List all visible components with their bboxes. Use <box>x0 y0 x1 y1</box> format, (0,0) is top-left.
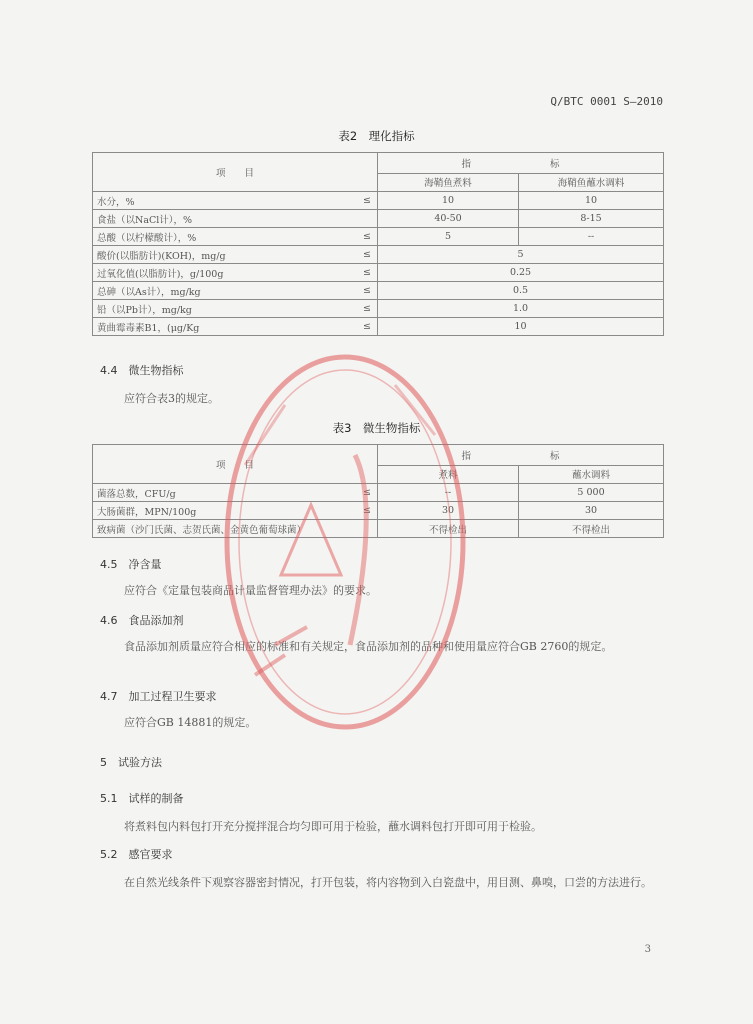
table2 <box>92 152 664 336</box>
table-cell: 5 000 <box>519 484 664 502</box>
section-heading-5: 5 试验方法 <box>100 756 162 769</box>
table-cell: 30 <box>378 502 519 520</box>
table3-head-index: 指 标 <box>378 445 664 466</box>
table-cell: -- <box>519 228 664 246</box>
table-row <box>93 282 664 300</box>
section-text-4-5: 应符合《定量包装商品计量监督管理办法》的要求。 <box>124 584 377 597</box>
table-cell: 30 <box>519 502 664 520</box>
table-row <box>93 246 664 264</box>
table2-head-item: 项 目 <box>93 153 378 192</box>
table-cell <box>348 210 378 228</box>
table-cell: 0.25 <box>378 264 664 282</box>
table-cell: ≤ <box>348 300 378 318</box>
table-row <box>93 445 664 466</box>
table-cell: 不得检出 <box>378 520 519 538</box>
table-row <box>93 318 664 336</box>
table-row <box>93 210 664 228</box>
table-cell: 0.5 <box>378 282 664 300</box>
table-cell: -- <box>378 484 519 502</box>
section-text-4-7: 应符合GB 14881的规定。 <box>124 716 257 729</box>
table3-caption: 表3 微生物指标 <box>332 421 421 435</box>
section-heading-5-1: 5.1 试样的制备 <box>100 792 184 805</box>
table-cell: 10 <box>378 192 519 210</box>
table-row <box>93 192 664 210</box>
section-text-5-1: 将煮料包内料包打开充分搅拌混合均匀即可用于检验，蘸水调料包打开即可用于检验。 <box>124 820 542 833</box>
table-cell: 黄曲霉毒素B1，(μg/Kg <box>93 318 348 336</box>
standard-code: Q/BTC 0001 S—2010 <box>550 95 663 108</box>
table-cell: 40-50 <box>378 210 519 228</box>
table3-head-item: 项 目 <box>93 445 378 484</box>
section-text-5-2: 在自然光线条件下观察容器密封情况，打开包装，将内容物到入白瓷盘中，用目测、鼻嗅，口尝的方法进行。 <box>124 876 652 889</box>
table-cell: 铅（以Pb计），mg/kg <box>93 300 348 318</box>
table-cell: ≤ <box>348 246 378 264</box>
section-heading-4-4: 4.4 微生物指标 <box>100 364 184 377</box>
table-cell: 酸价(以脂肪计)(KOH)，mg/g <box>93 246 348 264</box>
table-cell: 8-15 <box>519 210 664 228</box>
table-cell: ≤ <box>348 264 378 282</box>
section-heading-4-7: 4.7 加工过程卫生要求 <box>100 690 217 703</box>
section-heading-5-2: 5.2 感官要求 <box>100 848 173 861</box>
table-cell: 菌落总数，CFU/g <box>93 484 348 502</box>
table-cell: ≤ <box>348 484 378 502</box>
table-row <box>93 520 664 538</box>
table-cell: ≤ <box>348 502 378 520</box>
table-row <box>93 484 664 502</box>
table-cell: 5 <box>378 246 664 264</box>
table-cell: 5 <box>378 228 519 246</box>
table-cell: 大肠菌群，MPN/100g <box>93 502 348 520</box>
table-cell: 总酸（以柠檬酸计），% <box>93 228 348 246</box>
table2-head-col2: 海鞘鱼蘸水调料 <box>519 173 664 191</box>
table3-head-col2: 蘸水调料 <box>519 465 664 483</box>
table2-head-index: 指 标 <box>378 153 664 174</box>
table3 <box>92 444 664 538</box>
table-cell: ≤ <box>348 318 378 336</box>
table-cell: 10 <box>378 318 664 336</box>
section-text-4-4: 应符合表3的规定。 <box>124 392 219 405</box>
table-cell: 10 <box>519 192 664 210</box>
table3-head-col1: 煮料 <box>378 465 519 483</box>
table-cell: 致病菌（沙门氏菌、志贺氏菌、金黄色葡萄球菌） <box>93 520 378 538</box>
section-text-4-6: 食品添加剂质量应符合相应的标准和有关规定，食品添加剂的品种和使用量应符合GB 2760的规定。 <box>124 640 613 653</box>
table-cell: 总砷（以As计），mg/kg <box>93 282 348 300</box>
table-cell: 1.0 <box>378 300 664 318</box>
table-row <box>93 264 664 282</box>
table2-head-col1: 海鞘鱼煮料 <box>378 173 519 191</box>
table-row <box>93 228 664 246</box>
table2-caption: 表2 理化指标 <box>338 129 415 143</box>
table-cell: ≤ <box>348 228 378 246</box>
table-row <box>93 502 664 520</box>
table-cell: 过氧化值(以脂肪计)，g/100g <box>93 264 348 282</box>
table-cell: ≤ <box>348 192 378 210</box>
page-number: 3 <box>644 944 651 955</box>
table-cell: 水分，% <box>93 192 348 210</box>
table-cell: 不得检出 <box>519 520 664 538</box>
section-heading-4-5: 4.5 净含量 <box>100 558 162 571</box>
table-row <box>93 153 664 174</box>
table-row <box>93 300 664 318</box>
table-cell: 食盐（以NaCl计），% <box>93 210 348 228</box>
table-cell: ≤ <box>348 282 378 300</box>
section-heading-4-6: 4.6 食品添加剂 <box>100 614 184 627</box>
